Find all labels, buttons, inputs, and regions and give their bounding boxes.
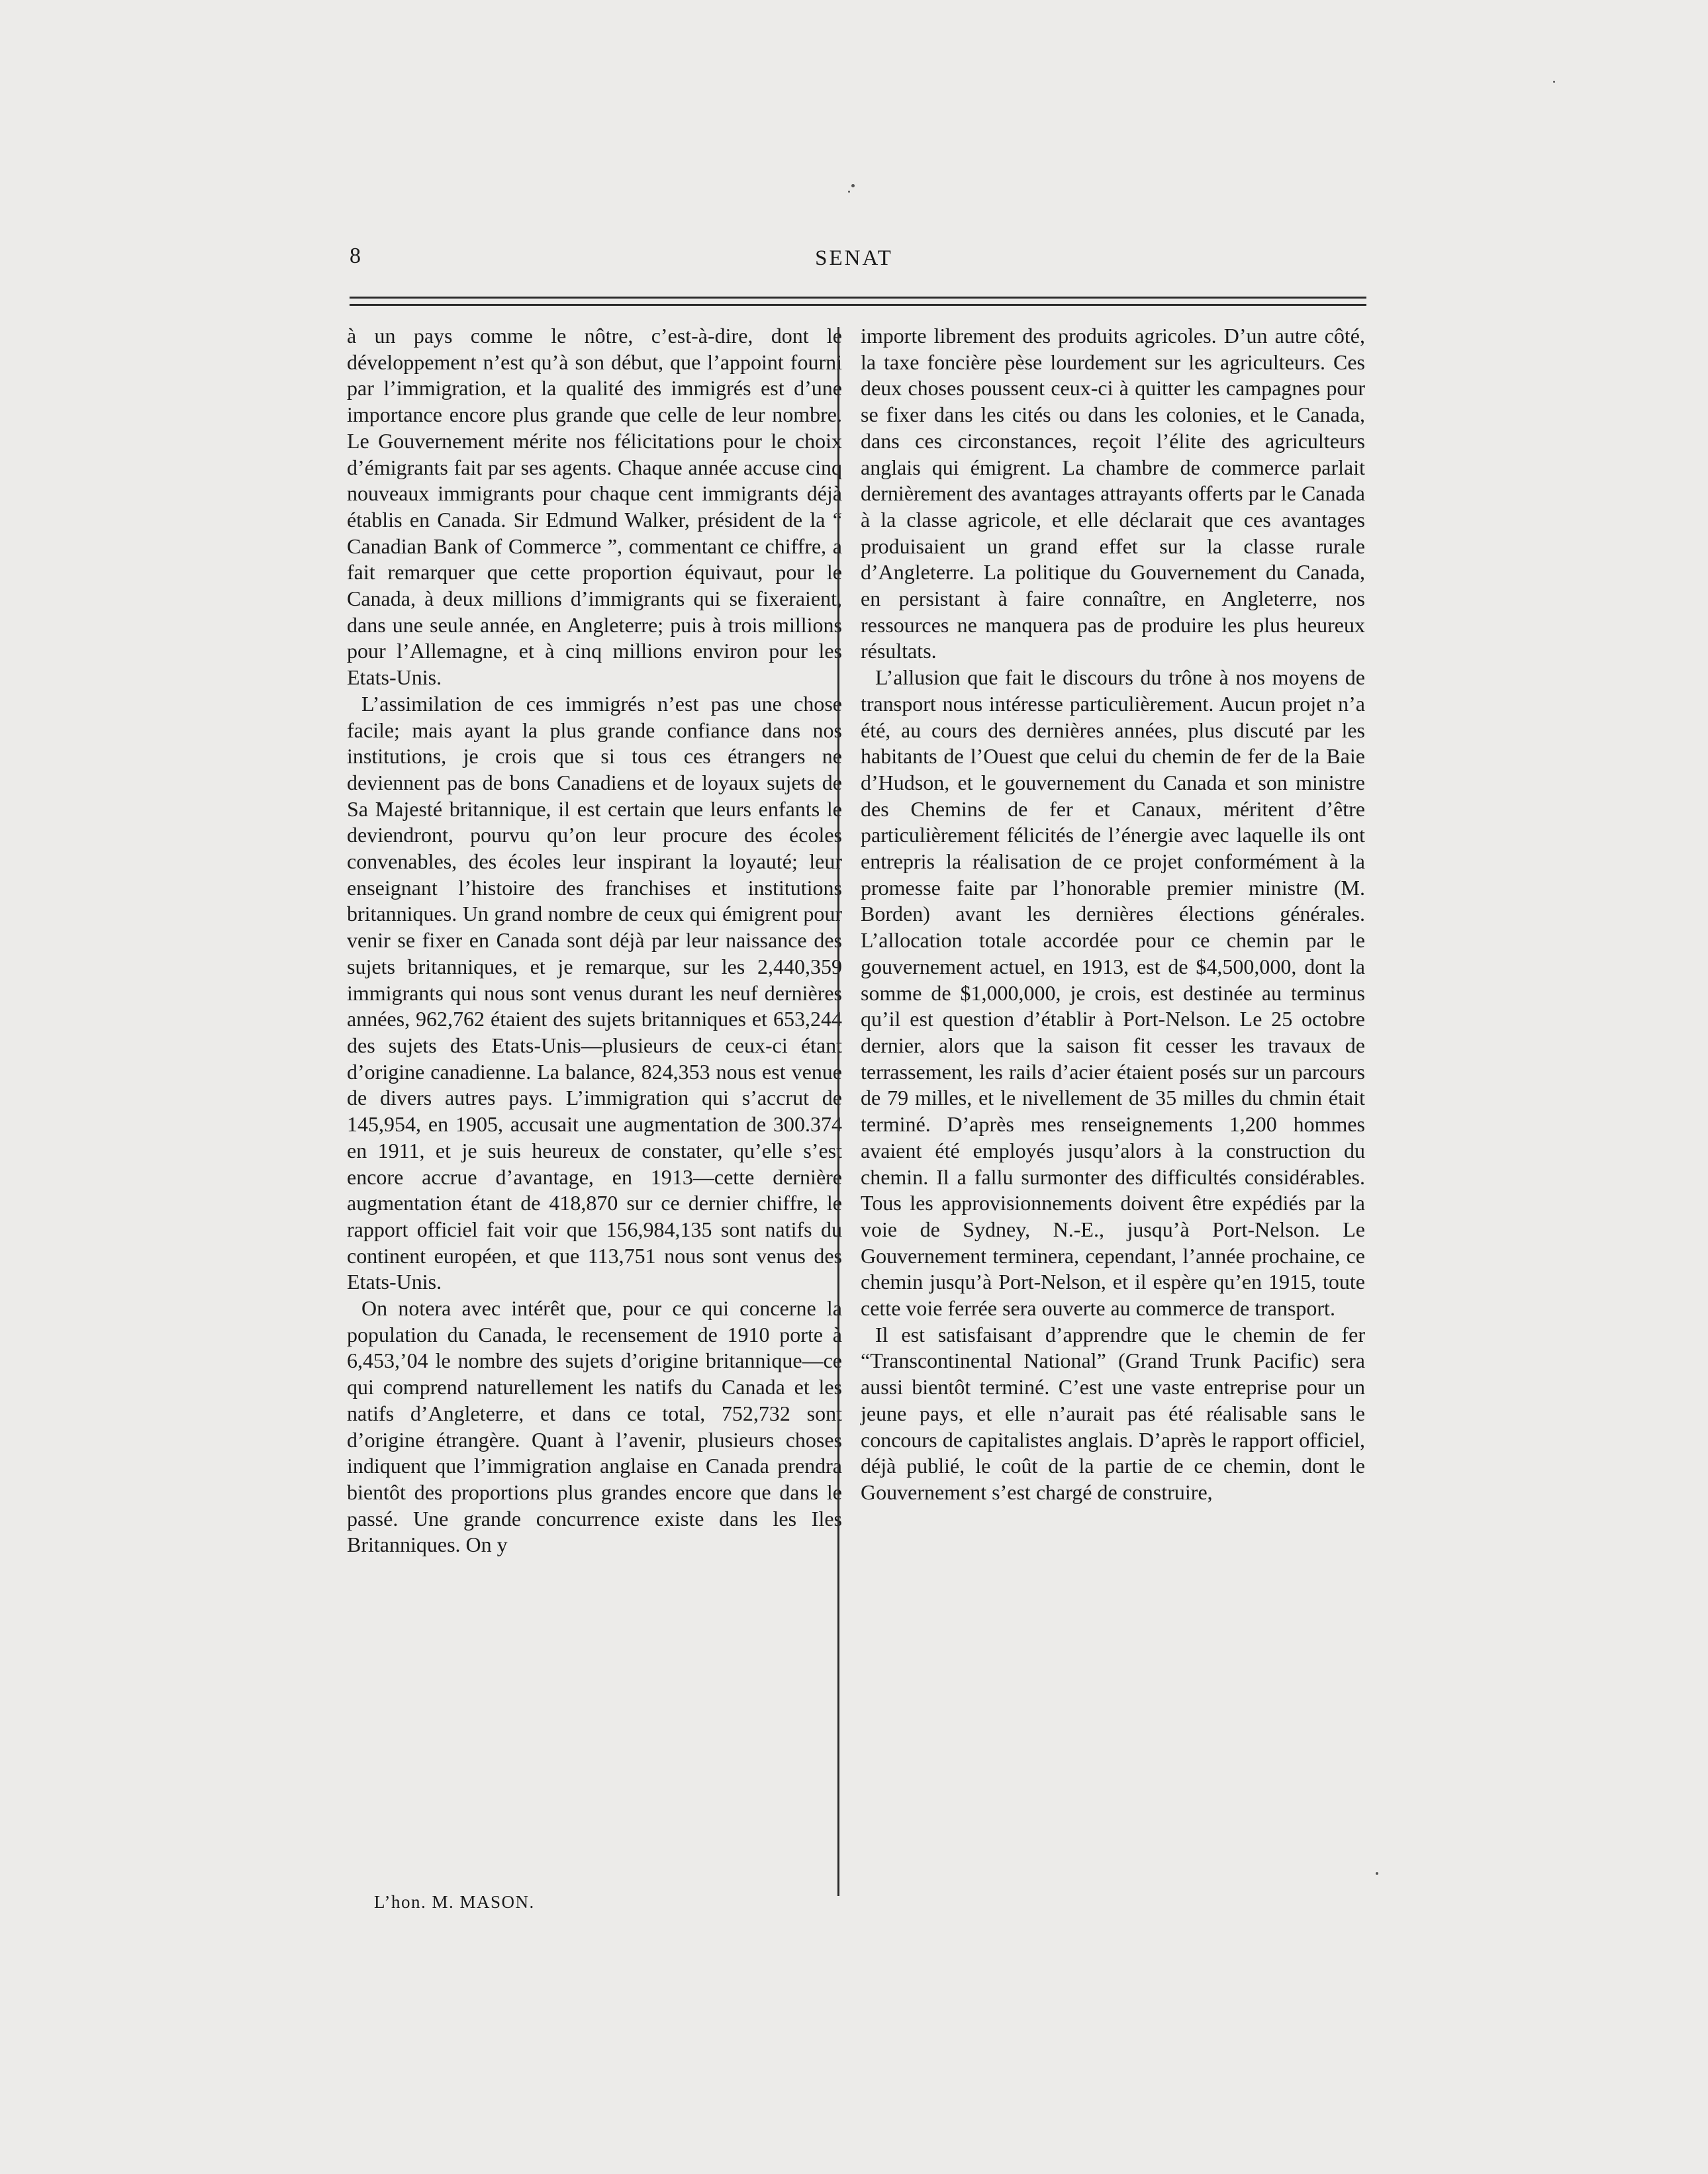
scan-speck bbox=[1553, 81, 1555, 83]
paragraph: Il est satisfaisant d’apprendre que le chemin de fer “Transcontinental National” (Grand Trunk Pacific) sera aussi bientôt terminé. C’est une vaste entreprise pour un jeune pays, et elle n’aurait pas été réalisable sans le concours de capitalistes anglais. D’après le rapport officiel, déjà publié, le coût de la partie de ce chemin, dont le Gouvernement s’est chargé de construire, bbox=[861, 1322, 1365, 1504]
paragraph: à un pays comme le nôtre, c’est-à-dire, dont le développement n’est qu’à son début, que l’appoint fourni par l’immigration, et la qualité des immigrés est d’une importance encore plus grande que celle de leur nombre. Le Gouvernement mérite nos félicitations pour le choix d’émigrants fait par ses agents. Chaque année accuse cinq nouveaux immigrants pour chaque cent immigrants déjà établis en Canada. Sir Edmund Walker, président de la “ Canadian Bank of Commerce ”, commentant ce chiffre, a fait remarquer que cette proportion équivaut, pour le Canada, à deux millions d’immigrants qui se fixeraient, dans une seule année, en Angleterre; puis à trois millions pour l’Allemagne, et à cinq millions environ pour les Etats-Unis. bbox=[347, 324, 842, 690]
paragraph: L’allusion que fait le discours du trône à nos moyens de transport nous intéresse particulièrement. Aucun projet n’a été, au cours des dernières années, plus discuté par les habitants de l’Ouest que celui du chemin de fer de la Baie d’Hudson, et le gouvernement du Canada et son ministre des Chemins de fer et Canaux, méritent d’être particulièrement félicités de l’énergie avec laquelle ils ont entrepris la réalisation de ce projet conformément à la promesse faite par l’honorable premier ministre (M. Borden) avant les dernières élections générales. L’allocation totale accordée pour ce chemin par le gouvernement actuel, en 1913, est de $4,500,000, dont la somme de $1,000,000, je crois, est destinée au terminus qu’il est question d’établir à Port-Nelson. Le 25 octobre dernier, alors que la saison fit cesser les travaux de terrassement, les rails d’acier étaient posés sur un parcours de 79 milles, et le nivellement de 35 milles du chmin était terminé. D’après mes renseignements 1,200 hommes avaient été employés jusqu’alors à la construction du chemin. Il a fallu surmonter des difficultés considérables. Tous les approvisionnements doivent être expédiés par la voie de Sydney, N.-E., jusqu’à Port-Nelson. Le Gouvernement terminera, cependant, l’année prochaine, ce chemin jusqu’à Port-Nelson, et il espère qu’en 1915, toute cette voie ferrée sera ouverte au commerce de transport. bbox=[861, 665, 1365, 1321]
paragraph: On notera avec intérêt que, pour ce qui concerne la population du Canada, le recensement de 1910 porte à 6,453,’04 le nombre des sujets d’origine britannique—ce qui comprend naturellement les natifs du Canada et les natifs d’Angleterre, et dans ce total, 752,732 sont d’origine étrangère. Quant à l’avenir, plusieurs choses indiquent que l’immigration anglaise en Canada prendra bientôt des proportions plus grandes encore que dans le passé. Une grande concurrence existe dans les Iles Britanniques. On y bbox=[347, 1296, 842, 1557]
header-rule-bottom bbox=[350, 304, 1366, 306]
scan-speck bbox=[848, 191, 850, 193]
right-column bbox=[861, 323, 1365, 1506]
header-rule-top bbox=[350, 297, 1366, 299]
column-divider bbox=[837, 327, 839, 1896]
left-column bbox=[347, 323, 842, 1558]
paragraph: L’assimilation de ces immigrés n’est pas une chose facile; mais ayant la plus grande confiance dans nos institutions, je crois que si tous ces étrangers ne deviennent pas de bons Canadiens et de loyaux sujets de Sa Majesté britannique, il est certain que leurs enfants le deviendront, pourvu qu’on leur procure des écoles convenables, des écoles leur inspirant la loyauté; leur enseignant l’histoire des franchises et institutions britanniques. Un grand nombre de ceux qui émigrent pour venir se fixer en Canada sont déjà par leur naissance des sujets britanniques, et je remarque, sur les 2,440,359 immigrants qui nous sont venus durant les neuf dernières années, 962,762 étaient des sujets britanniques et 653,244 des sujets des Etats-Unis—plusieurs de ceux-ci étant d’origine canadienne. La balance, 824,353 nous est venue de divers autres pays. L’immigration qui s’accrut de 145,954, en 1905, accusait une augmentation de 300.374 en 1911, et je suis heureux de constater, qu’elle s’est encore accrue d’avantage, en 1913—cette dernière augmentation étant de 418,870 sur ce dernier chiffre, le rapport officiel fait voir que 156,984,135 sont natifs du continent européen, et que 113,751 nous sont venus des Etats-Unis. bbox=[347, 691, 842, 1294]
scan-speck bbox=[1376, 1872, 1378, 1875]
running-head: SENAT bbox=[815, 246, 893, 270]
page-number: 8 bbox=[350, 244, 361, 268]
paragraph: importe librement des produits agricoles. D’un autre côté, la taxe foncière pèse lourdement sur les agriculteurs. Ces deux choses poussent ceux-ci à quitter les campagnes pour se fixer dans les cités ou dans les colonies, et le Canada, dans ces circonstances, reçoit l’élite des agriculteurs anglais qui émigrent. La chambre de commerce parlait dernièrement des avantages attrayants offerts par le Canada à la classe agricole, et elle déclarait que ces avantages produisaient un grand effet sur la classe rurale d’Angleterre. La politique du Gouvernement du Canada, en persistant à faire connaître, en Angleterre, nos ressources ne manquera pas de produire les plus heureux résultats. bbox=[861, 324, 1365, 663]
speaker-footer: L’hon. M. MASON. bbox=[374, 1892, 535, 1912]
scan-speck bbox=[851, 184, 855, 187]
